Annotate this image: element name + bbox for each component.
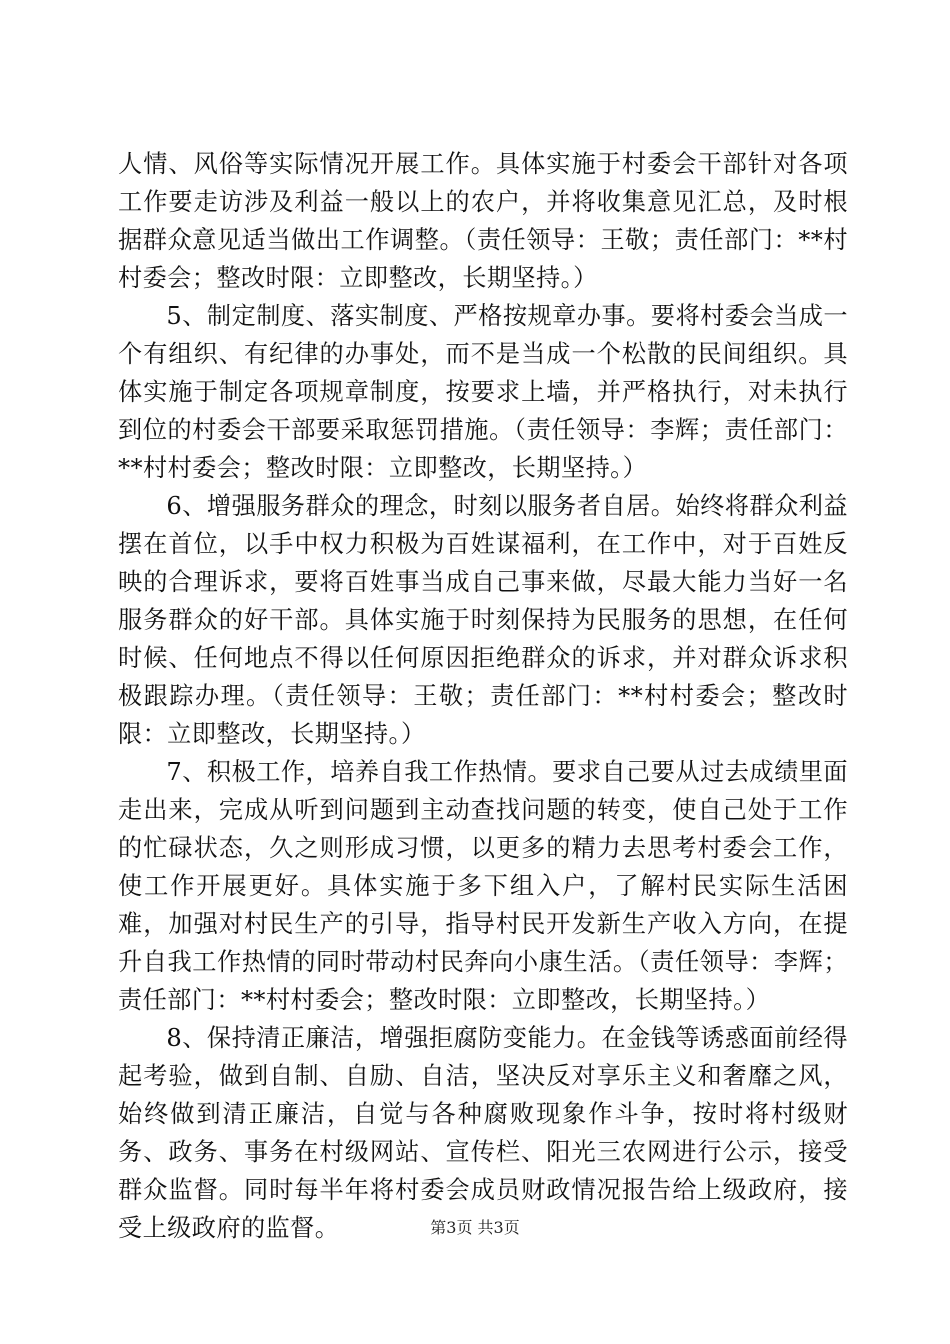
paragraph-item-7: 7、积极工作，培养自我工作热情。要求自己要从过去成绩里面走出来，完成从听到问题到主动查找问题的转变，使自己处于工作的忙碌状态，久之则形成习惯，以更多的精力去思考村委会工作，使工作开展更好。具体实施于多下组入户，了解村民实际生活困难，加强对村民生产的引导，指导村民开发新生产收入方向，在提升自我工作热情的同时带动村民奔向小康生活。（责任领导：李辉；责任部门：**村村委会；整改时限：立即整改，长期坚持。） [118,758,848,1014]
paragraph-item-8: 8、保持清正廉洁，增强拒腐防变能力。在金钱等诱惑面前经得起考验，做到自制、自励、自洁，坚决反对享乐主义和奢靡之风，始终做到清正廉洁，自觉与各种腐败现象作斗争，按时将村级财务、政务、事务在村级网站、宣传栏、阳光三农网进行公示，接受群众监督。同时每半年将村委会成员财政情况报告给上级政府，接受上级政府的监督。 [118,1024,848,1242]
page-footer [0,1218,950,1238]
document-body [118,145,848,1247]
page-number-label: 第3页 共3页 [430,1218,520,1237]
paragraph-item-6: 6、增强服务群众的理念，时刻以服务者自居。始终将群众利益摆在首位，以手中权力积极为百姓谋福利，在工作中，对于百姓反映的合理诉求，要将百姓事当成自己事来做，尽最大能力当好一名服务群众的好干部。具体实施于时刻保持为民服务的思想，在任何时候、任何地点不得以任何原因拒绝群众的诉求，并对群众诉求积极跟踪办理。（责任领导：王敬；责任部门：**村村委会；整改时限：立即整改，长期坚持。） [118,492,848,748]
paragraph-continuation: 人情、风俗等实际情况开展工作。具体实施于村委会干部针对各项工作要走访涉及利益一般以上的农户，并将收集意见汇总，及时根据群众意见适当做出工作调整。（责任领导：王敬；责任部门：**村村委会；整改时限：立即整改，长期坚持。） [118,150,848,292]
paragraph-item-5: 5、制定制度、落实制度、严格按规章办事。要将村委会当成一个有组织、有纪律的办事处，而不是当成一个松散的民间组织。具体实施于制定各项规章制度，按要求上墙，并严格执行，对未执行到位的村委会干部要采取惩罚措施。（责任领导：李辉；责任部门：**村村委会；整改时限：立即整改，长期坚持。） [118,302,848,482]
